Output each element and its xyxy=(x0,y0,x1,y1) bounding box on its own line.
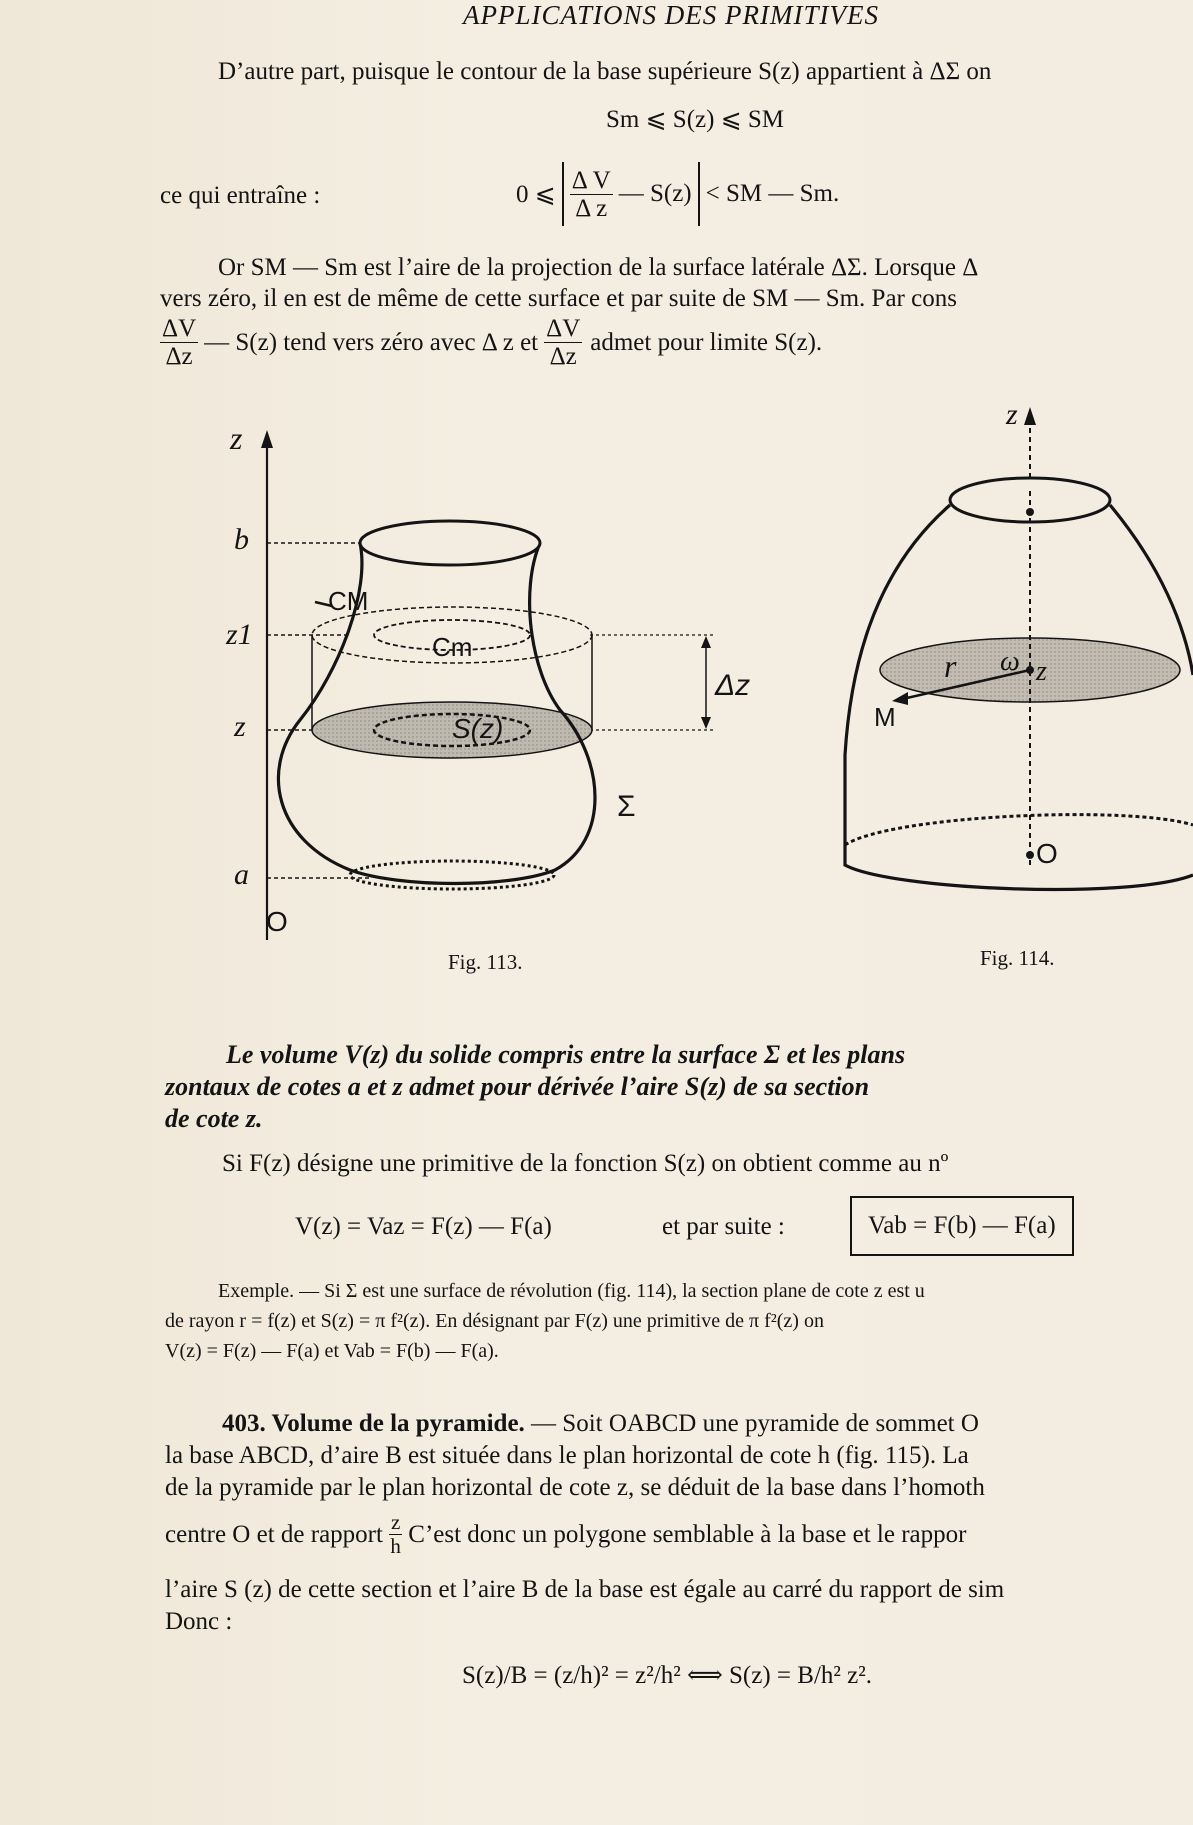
section-403-line3: de la pyramide par le plan horizontal de cote z, se déduit de la base dans l’homoth xyxy=(165,1474,985,1501)
fig114-base-dashed xyxy=(845,815,1193,845)
fig113-o-label: O xyxy=(266,906,288,937)
fraction-denominator: Δz xyxy=(549,343,577,370)
eq-et-par-suite: et par suite : xyxy=(662,1213,785,1240)
para2-line3-end: admet pour limite S(z). xyxy=(590,328,823,356)
dv-dz-fraction-1 xyxy=(160,316,198,369)
fraction-numerator: ΔV xyxy=(546,315,581,342)
fig113-cm-label: CM xyxy=(328,586,369,616)
fig113-caption: Fig. 113. xyxy=(448,950,523,974)
para2-line3 xyxy=(160,316,822,369)
para1-line1: D’autre part, puisque le contour de la base supérieure S(z) appartient à ΔΣ on xyxy=(218,58,992,85)
vase-top-rim xyxy=(360,521,540,565)
para3-line1: Si F(z) désigne une primitive de la fonction S(z) on obtient comme au nº xyxy=(222,1150,949,1177)
fraction-numerator: ΔV xyxy=(162,315,197,342)
fig113-b-label: b xyxy=(234,523,249,556)
z-axis-arrow xyxy=(261,430,273,448)
running-header: APPLICATIONS DES PRIMITIVES xyxy=(463,0,879,30)
z-over-h-fraction xyxy=(389,1512,402,1557)
dv-dz-fraction-2 xyxy=(544,316,582,369)
inequality-2 xyxy=(516,160,839,228)
theorem-line1: Le volume V(z) du solide compris entre la surface Σ et les plans xyxy=(226,1040,906,1069)
fig114-z-label: z xyxy=(1036,656,1047,687)
fraction-denominator: Δz xyxy=(165,343,193,370)
fig114-o-label: O xyxy=(1036,838,1058,869)
section-403-line4 xyxy=(165,1512,966,1557)
fraction-denominator: h xyxy=(390,1534,401,1558)
section-403-line1-rest: — Soit OABCD une pyramide de sommet O xyxy=(524,1410,979,1437)
theorem-line2: zontaux de cotes a et z admet pour dérivée l’aire S(z) de sa section xyxy=(165,1072,870,1101)
fig113-dz-label: Δz xyxy=(715,669,751,702)
fig113-z-level-label: z xyxy=(234,710,246,743)
ce-qui-entraine: ce qui entraîne : xyxy=(160,182,321,209)
para2-line1: Or SM — Sm est l’aire de la projection de la surface latérale ΔΣ. Lorsque Δ xyxy=(218,254,979,281)
final-equation: S(z)/B = (z/h)² = z²/h² ⟺ S(z) = B/h² z². xyxy=(462,1662,872,1689)
ineq2-right: < SM — Sm. xyxy=(705,180,840,207)
fig114-axis-arrow xyxy=(1024,407,1036,425)
dv-dz-fraction xyxy=(570,168,613,221)
fraction-numerator: z xyxy=(390,1510,401,1534)
fig113-z-label: z xyxy=(230,420,243,456)
fig113-a-label: a xyxy=(234,858,249,891)
boxed-formula: Vab = F(b) — F(a) xyxy=(850,1196,1074,1256)
para2-line3-mid: — S(z) tend vers zéro avec Δ z et xyxy=(204,328,539,356)
fig114-z-axis-label: z xyxy=(1006,398,1018,431)
example-line3: V(z) = F(z) — F(a) et Vab = F(b) — F(a). xyxy=(165,1340,499,1362)
ineq2-left: 0 ⩽ xyxy=(516,181,556,208)
fig114-omega-label: ω xyxy=(1000,646,1020,677)
fig113-sz-label: S(z) xyxy=(452,713,504,744)
line4-end: C’est donc un polygone semblable à la base et le rappor xyxy=(408,1520,967,1548)
section-403-line5: l’aire S (z) de cette section et l’aire B de la base est égale au carré du rapport de sim xyxy=(165,1576,1005,1603)
para2-line2: vers zéro, il en est de même de cette surface et par suite de SM — Sm. Par cons xyxy=(160,285,957,312)
fig114-r-label: r xyxy=(944,648,957,684)
fig113-z1-label: z1 xyxy=(226,618,253,651)
fig114-m-label: M xyxy=(874,702,896,732)
fig114-caption: Fig. 114. xyxy=(980,946,1055,970)
section-403-line1 xyxy=(222,1410,979,1438)
inequality-1: Sm ⩽ S(z) ⩽ SM xyxy=(606,106,785,133)
fraction-numerator: Δ V xyxy=(571,166,611,194)
eq-v-z: V(z) = Vaz = F(z) — F(a) xyxy=(295,1213,552,1240)
theorem-line3: de cote z. xyxy=(165,1104,263,1133)
fig113-cm-small-label: Cm xyxy=(432,632,473,662)
figure-113 xyxy=(220,420,740,960)
absolute-value xyxy=(562,162,700,226)
section-403-title: 403. Volume de la pyramide. xyxy=(222,1410,525,1437)
section-403-line2: la base ABCD, d’aire B est située dans le plan horizontal de cote h (fig. 115). La xyxy=(165,1442,969,1469)
fraction-denominator: Δ z xyxy=(575,194,608,222)
example-line2: de rayon r = f(z) et S(z) = π f²(z). En désignant par F(z) une primitive de π f²(z) on xyxy=(165,1310,824,1332)
example-line1: Exemple. — Si Σ est une surface de révolution (fig. 114), la section plane de cote z est u xyxy=(218,1280,925,1302)
fig113-sigma-label: Σ xyxy=(617,790,636,823)
line4-start: centre O et de rapport xyxy=(165,1520,383,1548)
section-403-line6: Donc : xyxy=(165,1608,233,1635)
ineq2-mid: — S(z) xyxy=(618,180,692,207)
